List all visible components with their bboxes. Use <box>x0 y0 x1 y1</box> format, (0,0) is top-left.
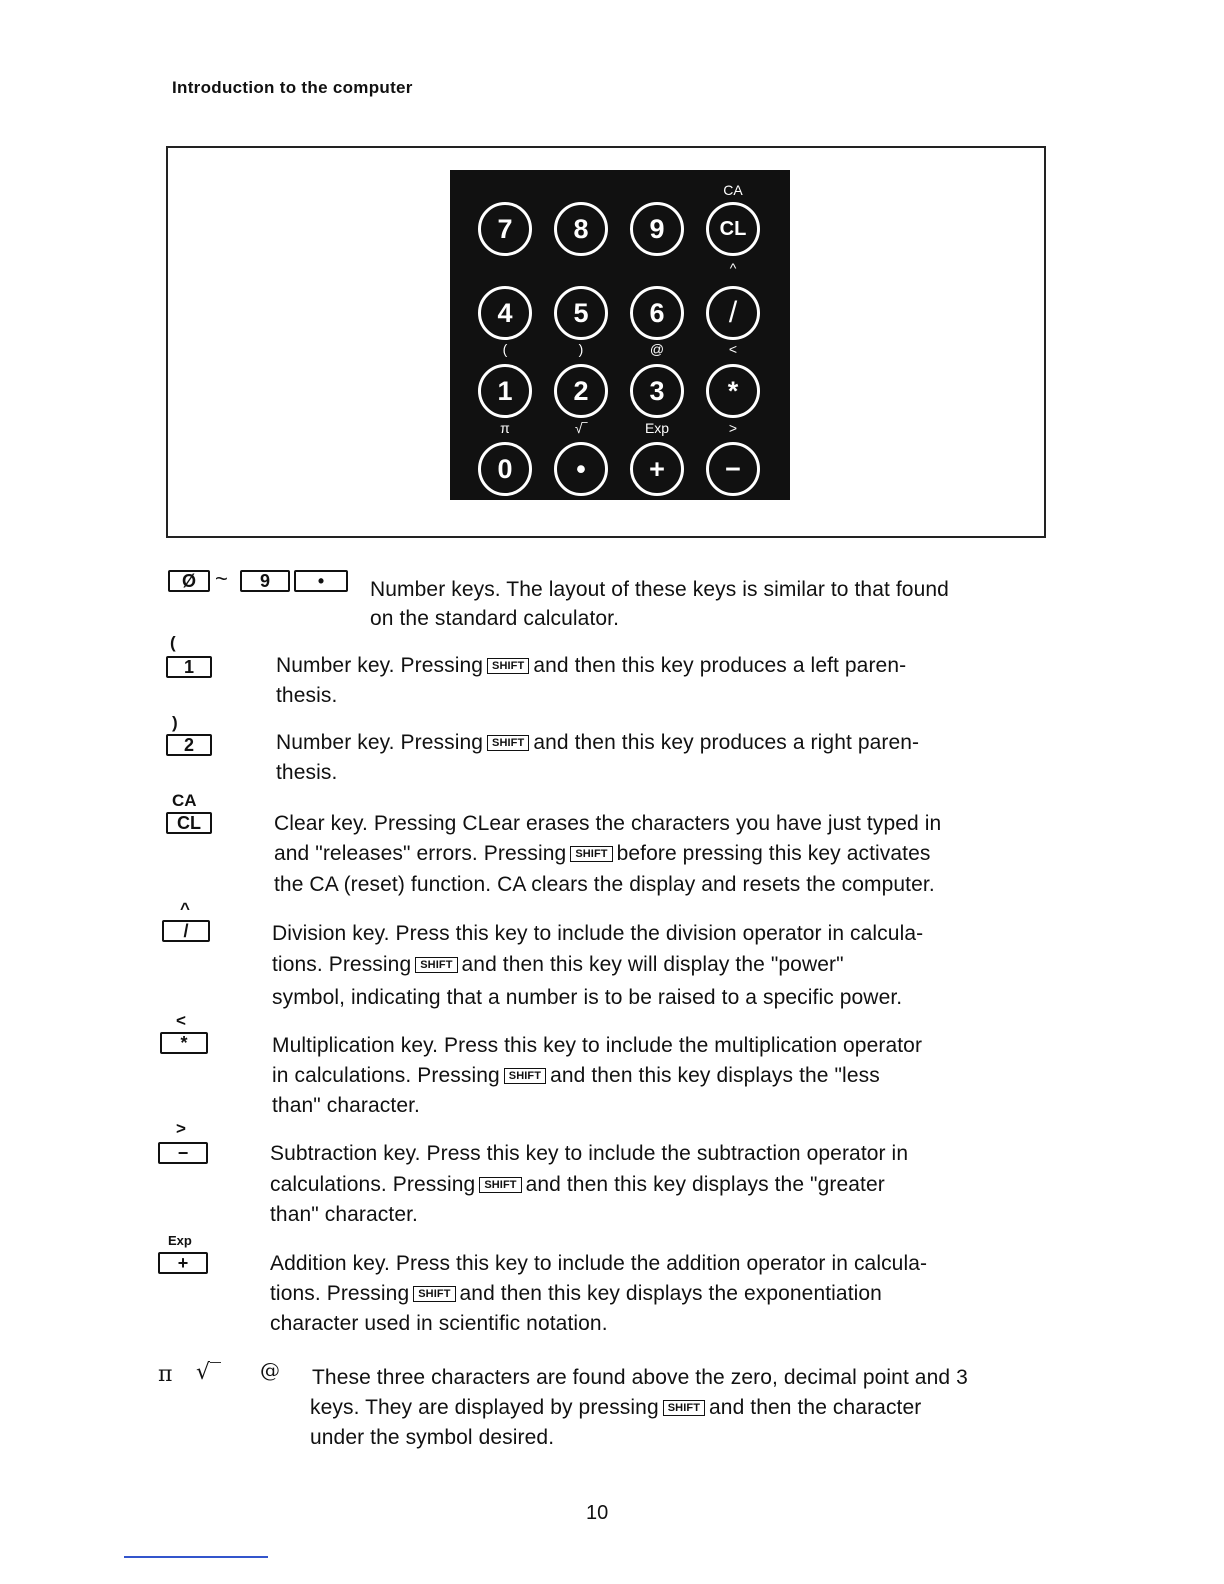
keypad-figure <box>450 170 790 500</box>
key1-sub-label: ( <box>170 633 176 652</box>
clear-sub-label: CA <box>172 791 197 810</box>
keypad-key-multiply: * <box>706 364 760 418</box>
addition-sub-label: Exp <box>168 1233 192 1248</box>
keypad-key-2: 2 <box>554 364 608 418</box>
keypad-key-decimal: • <box>554 442 608 496</box>
division-sub-label: ^ <box>180 899 190 918</box>
keypad-rparen-label: ) <box>578 341 584 357</box>
keycap-two: 2 <box>166 734 212 756</box>
keypad-at-label: @ <box>649 341 665 357</box>
keypad-key-3: 3 <box>630 364 684 418</box>
key2-sub-label: ) <box>172 713 178 732</box>
shift-key-icon: SHIFT <box>479 1177 521 1193</box>
sqrt-symbol: √‾ <box>196 1360 222 1385</box>
keypad-key-4: 4 <box>478 286 532 340</box>
keypad-key-clear: CL <box>706 202 760 256</box>
keypad-key-1: 1 <box>478 364 532 418</box>
keypad-pi-label: π <box>500 420 510 436</box>
keycap-plus: + <box>158 1252 208 1274</box>
subtraction-text-2 <box>270 1169 885 1200</box>
keypad-lparen-label: ( <box>502 341 508 357</box>
symbols-text-1: These three characters are found above the zero, decimal point and 3 <box>312 1366 968 1389</box>
keypad-exp-label: Exp <box>644 420 670 436</box>
subtraction-text-3: than" character. <box>270 1203 418 1226</box>
clear-text-1: Clear key. Pressing CLear erases the characters you have just typed in <box>274 812 942 835</box>
division-text-a: tions. Pressing <box>272 953 412 976</box>
keycap-one: 1 <box>166 656 212 678</box>
keycap-minus: − <box>158 1142 208 1164</box>
subtraction-text-1: Subtraction key. Press this key to include the subtraction operator in <box>270 1142 909 1165</box>
clear-text-2 <box>274 838 930 869</box>
keypad-ca-label: CA <box>723 182 743 198</box>
keycap-zero: Ø <box>168 570 210 592</box>
multiplication-text-a: in calculations. Pressing <box>272 1064 500 1087</box>
keypad-caret-label: ^ <box>729 260 737 276</box>
keycap-divide: / <box>162 920 210 942</box>
multiplication-text-3: than" character. <box>272 1094 420 1117</box>
keypad-key-8: 8 <box>554 202 608 256</box>
keypad-lt-label: < <box>728 341 738 357</box>
at-symbol: @ <box>260 1358 280 1382</box>
clear-text-a: and "releases" errors. Pressing <box>274 842 567 865</box>
keycap-nine: 9 <box>240 570 290 592</box>
shift-key-icon: SHIFT <box>663 1400 705 1416</box>
keycap-multiply: * <box>160 1032 208 1054</box>
addition-text-2 <box>270 1278 882 1309</box>
keypad-gt-label: > <box>728 420 738 436</box>
key1-text-1 <box>276 650 906 681</box>
keypad-key-minus: − <box>706 442 760 496</box>
keypad-key-0: 0 <box>478 442 532 496</box>
division-text-3: symbol, indicating that a number is to be raised to a specific power. <box>272 986 903 1009</box>
range-tilde: ~ <box>215 566 228 591</box>
keypad-key-divide: / <box>706 286 760 340</box>
addition-text-a: tions. Pressing <box>270 1282 410 1305</box>
clear-text-3: the CA (reset) function. CA clears the display and resets the computer. <box>274 873 935 896</box>
shift-key-icon: SHIFT <box>413 1286 455 1302</box>
division-text-1: Division key. Press this key to include the division operator in calcula- <box>272 922 924 945</box>
pi-symbol: π <box>158 1362 173 1387</box>
shift-key-icon: SHIFT <box>570 846 612 862</box>
keypad-key-6: 6 <box>630 286 684 340</box>
subtraction-text-b: and then this key displays the "greater <box>525 1173 885 1196</box>
key1-text-a: Number key. Pressing <box>276 654 484 677</box>
multiplication-text-1: Multiplication key. Press this key to include the multiplication operator <box>272 1034 923 1057</box>
keypad-key-7: 7 <box>478 202 532 256</box>
keypad-sqrt-label: √‾ <box>574 420 588 436</box>
multiplication-text-2 <box>272 1060 880 1091</box>
key1-text-b: and then this key produces a left paren- <box>533 654 907 677</box>
footer-rule <box>124 1556 268 1558</box>
keycap-clear: CL <box>166 812 212 834</box>
shift-key-icon: SHIFT <box>415 957 457 973</box>
keycap-decimal: • <box>294 570 348 592</box>
key2-text-b: and then this key produces a right paren- <box>533 731 920 754</box>
symbols-text-2 <box>310 1392 921 1423</box>
keypad-grid <box>472 180 772 500</box>
symbols-text-a: keys. They are displayed by pressing <box>310 1396 659 1419</box>
addition-text-b: and then this key displays the exponentiation <box>459 1282 882 1305</box>
division-text-b: and then this key will display the "power" <box>461 953 844 976</box>
key1-text-2: thesis. <box>276 684 338 707</box>
keypad-key-9: 9 <box>630 202 684 256</box>
multiplication-text-b: and then this key displays the "less <box>550 1064 880 1087</box>
number-keys-text-1: Number keys. The layout of these keys is similar to that found <box>370 578 949 601</box>
addition-text-1: Addition key. Press this key to include the addition operator in calcula- <box>270 1252 928 1275</box>
division-text-2 <box>272 949 844 980</box>
shift-key-icon: SHIFT <box>487 735 529 751</box>
key2-text-1 <box>276 727 919 758</box>
clear-text-b: before pressing this key activates <box>616 842 931 865</box>
key2-text-a: Number key. Pressing <box>276 731 484 754</box>
subtraction-text-a: calculations. Pressing <box>270 1173 476 1196</box>
shift-key-icon: SHIFT <box>504 1068 546 1084</box>
keypad-key-5: 5 <box>554 286 608 340</box>
key2-text-2: thesis. <box>276 761 338 784</box>
subtraction-sub-label: > <box>176 1119 186 1138</box>
keypad-key-plus: + <box>630 442 684 496</box>
addition-text-3: character used in scientific notation. <box>270 1312 608 1335</box>
page-number: 10 <box>586 1502 609 1524</box>
running-header: Introduction to the computer <box>172 78 413 97</box>
shift-key-icon: SHIFT <box>487 658 529 674</box>
symbols-text-3: under the symbol desired. <box>310 1426 555 1449</box>
number-keys-text-2: on the standard calculator. <box>370 607 620 630</box>
multiplication-sub-label: < <box>176 1011 186 1030</box>
symbols-text-b: and then the character <box>709 1396 922 1419</box>
